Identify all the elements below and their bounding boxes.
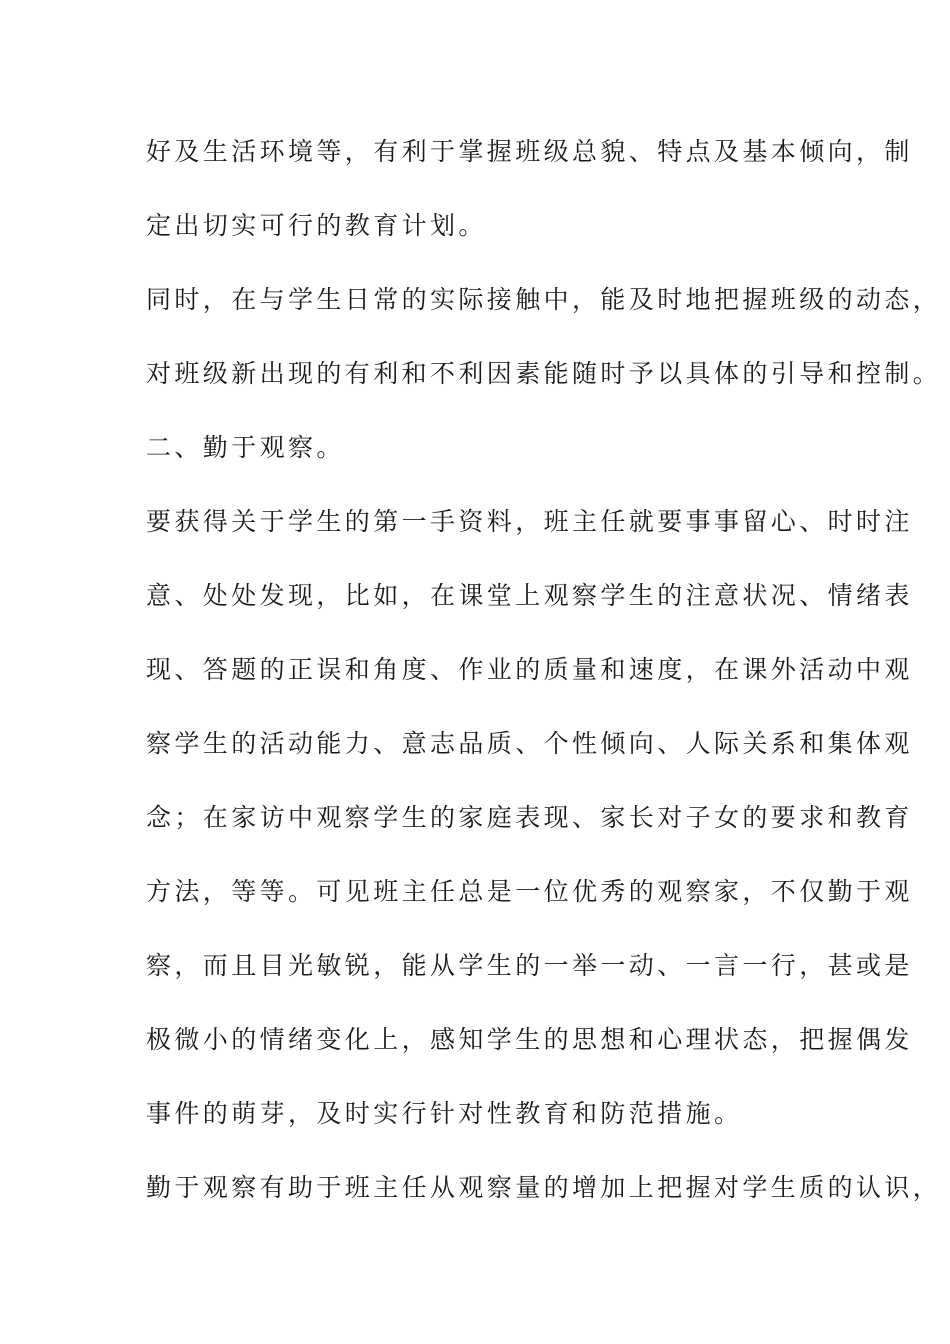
- text-line: 定出切实可行的教育计划。: [146, 211, 487, 240]
- text-line: 意、处处发现，比如，在课堂上观察学生的注意状况、情绪表: [146, 581, 913, 610]
- text-line: 方法，等等。可见班主任总是一位优秀的观察家，不仅勤于观: [146, 877, 913, 906]
- text-line: 对班级新出现的有利和不利因素能随时予以具体的引导和控制。: [146, 359, 942, 388]
- text-line: 好及生活环境等，有利于掌握班级总貌、特点及基本倾向，制: [146, 137, 913, 166]
- text-line: 要获得关于学生的第一手资料，班主任就要事事留心、时时注: [146, 507, 913, 536]
- text-line: 极微小的情绪变化上，感知学生的思想和心理状态，把握偶发: [146, 1025, 913, 1054]
- text-line: 现、答题的正误和角度、作业的质量和速度，在课外活动中观: [146, 655, 913, 684]
- text-line: 事件的萌芽，及时实行针对性教育和防范措施。: [146, 1099, 743, 1128]
- text-line: 念；在家访中观察学生的家庭表现、家长对子女的要求和教育: [146, 803, 913, 832]
- text-line: 察，而且目光敏锐，能从学生的一举一动、一言一行，甚或是: [146, 951, 913, 980]
- section-heading: 二、勤于观察。: [146, 433, 345, 462]
- text-line: 同时，在与学生日常的实际接触中，能及时地把握班级的动态，: [146, 285, 942, 314]
- text-line: 勤于观察有助于班主任从观察量的增加上把握对学生质的认识，: [146, 1173, 942, 1202]
- text-line: 察学生的活动能力、意志品质、个性倾向、人际关系和集体观: [146, 729, 913, 758]
